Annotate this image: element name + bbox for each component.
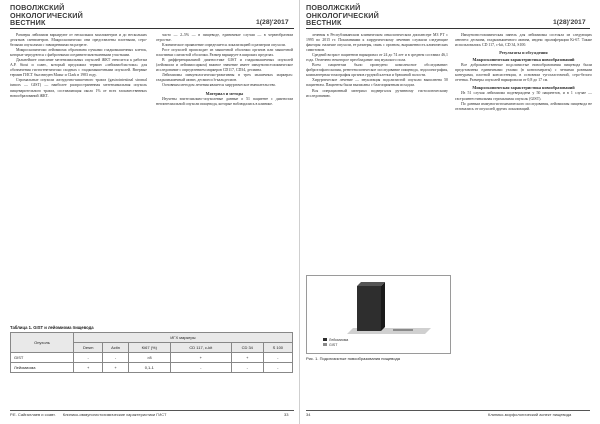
section-heading: Макроскопическая характеристика новообразований [472, 57, 575, 63]
paragraph: По данным иммуногистохимического исследования, лейомиомы пищевода не отличались от опухолей других локализаций. [455, 101, 592, 111]
paragraph: Хирургическое лечение — энуклеация подслизистой опухоли выполнена 50 пациентам. Пациенты были выписаны с благоприятным исходом. [306, 78, 448, 88]
section-heading: Материал и методы [205, 90, 244, 96]
journal-title-line: ОНКОЛОГИЧЕСКИЙ [10, 10, 84, 20]
paragraph: Размеры лейомиом варьируют от нескольких миллиметров и до нескольких десятков сантиметров. Макроскопически они представлены плотными, серо-белыми опухолями с завихрениями на разрезе. [10, 33, 147, 48]
legend-swatch [323, 343, 327, 346]
table-cell: >8 [128, 353, 170, 363]
footer-authors-text: Р.Е. Сайгаллаев и соавт. [10, 412, 56, 417]
page-number: 33 [284, 412, 289, 417]
legend-swatch [323, 338, 327, 341]
left-column-1 [10, 33, 147, 321]
header-rule [306, 28, 590, 29]
left-column-2 [156, 33, 293, 321]
paragraph: Дальнейшее описание мезенхимальных опухолей ЖКТ относится к работам A.P. Stout и соавт., который предложил термин «лейомиобластома» для обозначения гистогенетически сходных с гладкомышечными опухолей. Впервые термин ГИСТ был введен Mazur и Clark в 1983 году. [10, 58, 147, 78]
table-caption: Таблица 1. GIST и лейомиома пищевода [10, 325, 94, 330]
right-page [300, 0, 600, 424]
paragraph: Клиническое проявление определяется локализацией и размером опухоли. [162, 43, 286, 48]
table-cell: - [103, 353, 128, 363]
section-heading: Микроскопическая характеристика новообразований [472, 85, 575, 91]
journal-title-line: ОНКОЛОГИЧЕСКИЙ [306, 10, 380, 20]
table-cell: GIST [11, 353, 74, 363]
issue-number: 1(28)'2017 [553, 19, 586, 26]
table-row [11, 363, 293, 373]
footer-rule [306, 410, 590, 411]
paragraph: Всем пациентам было проведено комплексное обследование: фиброэзофагоскопия, рентгенологическое исследование пищевода, эндосонография, компьютерная томография органов грудной клетки и брюшной полости. [306, 63, 448, 78]
table-header-group: ИГХ маркеры [74, 333, 293, 343]
right-column-1 [306, 33, 448, 271]
paragraph: Рост опухолей происходит из мышечной оболочки органов или мышечной пластинки слизистой оболочки. Размер варьирует в широких пределах. [156, 48, 293, 58]
table-column-header: Actin [103, 343, 128, 353]
table-column-header: CD 34 [231, 343, 263, 353]
table-header-tumor: Опухоль [11, 333, 74, 353]
table-column-header: Ki67 (%) [128, 343, 170, 353]
header-rule [10, 28, 294, 29]
paragraph: Изучены эпителиально-опухолевые данные о 51 пациенте с диагнозом неэпителиальной опухоли пищевода, которые наблюдались в клинике. [156, 96, 293, 106]
marker-table [10, 332, 293, 373]
table-column-header: S 100 [263, 343, 292, 353]
legend-label: GIST [329, 343, 338, 347]
chart-bar-leiomyoma-top [357, 282, 385, 286]
page-number: 34 [306, 412, 311, 417]
tumor-chart [306, 275, 451, 354]
journal-title [10, 4, 83, 27]
journal-title-line: ВЕСТНИК [10, 18, 46, 28]
table-cell: Лейомиома [11, 363, 74, 373]
paragraph: Микроскопически лейомиома образована пучками гладкомышечных клеток, которые чередуются с фиброзными соединительнотканными участками. [10, 48, 147, 58]
tumor-chart-svg [307, 276, 450, 353]
paragraph: лечения в Республиканском клиническом онкологическом диспансере МЗ РТ с 1995 по 2015 гг. Показаниями к хирургическому лечению служили следующие факторы: наличие опухоли, ее размеры, связь с органом, выраженность клинических симптомов. [306, 33, 448, 53]
table-cell: + [170, 353, 231, 363]
footer-title: Клинико-иммуногистохимические характеристики ГИСТ [62, 412, 167, 417]
journal-title-line: ПОВОЛЖСКИЙ [306, 3, 361, 12]
paragraph: Вся операционный материал подвергался рутинному гистологическому исследованию. [306, 88, 448, 98]
table-cell: - [263, 363, 292, 373]
journal-title-line: ПОВОЛЖСКИЙ [10, 3, 65, 12]
paragraph: Из 51 случая лейомиома подтверждена у 50 пациентов, и в 1 случае — гастроинтестинальная стромальная опухоль (GIST). [455, 91, 592, 101]
paragraph: В дифференциальной диагностике GIST и гладкомышечных опухолей (лейомиом и лейомиосарком) важное значение имеет иммуногистохимическое исследование с определением маркеров CD117, CD34, десмина. [156, 58, 293, 73]
paragraph: часто — 2–5% — в пищеводе, единичные случаи — в червеобразном отростке. [156, 33, 293, 43]
footer-title: Клинико-морфологический аспект пищевода [488, 412, 572, 417]
paragraph: Стромальные опухоли желудочно-кишечного тракта (gastrointestinal stromal tumors — GIST) — наиболее распространенная мезенхимальная опухоль пищеварительного тракта, составляющая около 1% от всех злокачественных новообразований ЖКТ. [10, 78, 147, 98]
chart-bar-leiomyoma [357, 286, 381, 331]
footer-rule [10, 410, 294, 411]
table-cell: + [103, 363, 128, 373]
table-row [11, 353, 293, 363]
legend-label: Лейомиома [329, 338, 349, 342]
table-column-header: CD 117, c-kit [170, 343, 231, 353]
paragraph: Основным методом лечения является хирургическое вмешательство. [162, 83, 277, 88]
paragraph: Иммуногистохимическая панель для лейомиомы состояла из следующих антител: десмина, гладкомышечного актина, индекс пролиферации Ki-67. Также использовались CD 117, c-kit, CD 34, S100. [455, 33, 592, 48]
chart-caption: Рис. 1. Подслизистые новообразования пищевода [306, 356, 400, 361]
table-cell: - [231, 363, 263, 373]
journal-title-line: ВЕСТНИК [306, 18, 342, 28]
paragraph: Все доброкачественные подслизистые новообразования пищевода были представлены единичными узлами (в конгломераты) с четкими ровными контурами, плотной консистенции, в основном тугоэластичной, серо-белого оттенка. Размеры опухолей варьировали от 0,8 до 17 см. [455, 63, 592, 83]
table-cell: - [74, 353, 103, 363]
chart-bar-gist [393, 329, 413, 331]
right-column-2 [455, 33, 592, 363]
footer-authors [10, 412, 166, 417]
table-cell: - [263, 353, 292, 363]
issue-number: 1(28)'2017 [256, 19, 289, 26]
section-heading: Результаты и обсуждения [499, 50, 548, 56]
paragraph: Лейомиомы иммунологически-реактивны в трех мышечных маркерах: гладкомышечный актин, десмин и h-кальдесмон. [156, 73, 293, 83]
table-column-header: Desm [74, 343, 103, 353]
chart-bar-leiomyoma-side [381, 282, 385, 331]
paragraph: Средний возраст пациентов варьировал от 24 до 74 лет и в среднем составил 46,1 года. Отмечено некоторое преобладание лиц мужского пола. [306, 53, 448, 63]
table-cell: + [231, 353, 263, 363]
table-cell: - [170, 363, 231, 373]
table-cell: + [74, 363, 103, 373]
table-cell: 0,1-1 [128, 363, 170, 373]
journal-title [306, 4, 379, 27]
